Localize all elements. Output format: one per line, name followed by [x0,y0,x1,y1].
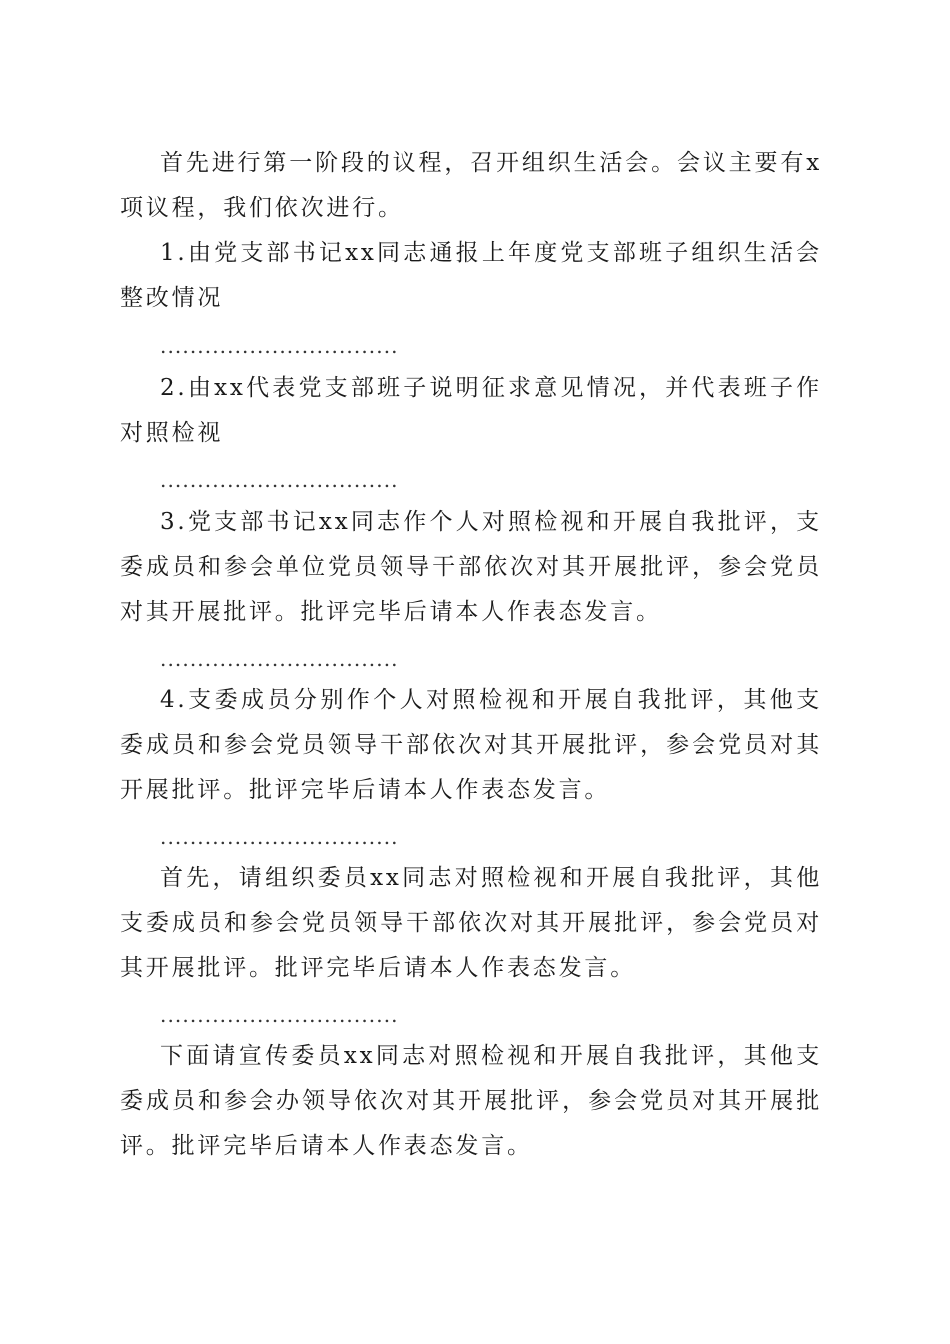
agenda-item-2: 2.由xx代表党支部班子说明征求意见情况，并代表班子作对照检视 [120,375,822,446]
paragraph-organization-member: 首先，请组织委员xx同志对照检视和开展自我批评，其他支委成员和参会党员领导干部依次对其开展批评，参会党员对其开展批评。批评完毕后请本人作表态发言。 [120,865,822,981]
ellipsis-separator: ................................ [160,647,399,671]
agenda-item-3: 3.党支部书记xx同志作个人对照检视和开展自我批评，支委成员和参会单位党员领导干部依次对其开展批评，参会党员对其开展批评。批评完毕后请本人作表态发言。 [120,509,822,625]
ellipsis-separator: ................................ [160,334,399,358]
agenda-item-1: 1.由党支部书记xx同志通报上年度党支部班子组织生活会整改情况 [120,240,822,311]
ellipsis-separator: ................................ [160,468,399,492]
agenda-item-4: 4.支委成员分别作个人对照检视和开展自我批评，其他支委成员和参会党员领导干部依次对其开展批评，参会党员对其开展批评。批评完毕后请本人作表态发言。 [120,687,822,803]
ellipsis-separator: ................................ [160,825,399,849]
paragraph-publicity-member: 下面请宣传委员xx同志对照检视和开展自我批评，其他支委成员和参会办领导依次对其开展批评，参会党员对其开展批评。批评完毕后请本人作表态发言。 [120,1043,822,1159]
ellipsis-separator: ................................ [160,1003,399,1027]
paragraph-opening: 首先进行第一阶段的议程，召开组织生活会。会议主要有x项议程，我们依次进行。 [120,150,822,221]
